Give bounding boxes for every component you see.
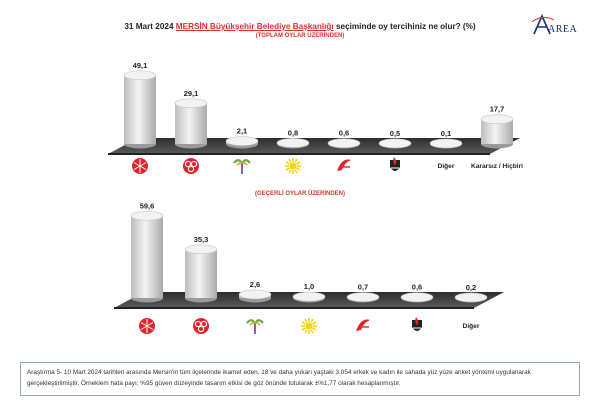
methodology-note: Araştırma 5- 10 Mart 2024 tarihleri arasında Mersin'in tüm ilçelerinde ikamet eden, 18 ve daha yukarı yaştaki 3.054 erkek ve kadın ile sahada yüz yüze anket yöntemi uygulanarak gerçekleştirilmiştir. Örneklem hata payı; %95 güven düzeyinde tasarım etkisi de göz önünde tutularak ±%1,77 olarak hesaplanmıştır. (20, 362, 580, 396)
chp-logo-icon (132, 158, 148, 174)
bar (226, 137, 258, 149)
bar (379, 139, 411, 149)
bar (347, 293, 379, 303)
logo-text: AREA (548, 24, 578, 35)
data-label: 49,1 (132, 60, 148, 70)
bar (131, 211, 163, 302)
bar (401, 293, 433, 303)
subtitle-valid: (GEÇERLİ OYLAR ÜZERİNDEN) (255, 191, 345, 197)
data-label: 29,1 (183, 88, 199, 98)
subtitle-total: (TOPLAM OYLAR ÜZERİNDEN) (255, 33, 345, 39)
data-label: 59,6 (139, 201, 155, 211)
data-label: 0,7 (357, 282, 369, 292)
zafer-logo-icon (285, 158, 301, 174)
data-label: 0,8 (287, 128, 299, 138)
data-label: 35,3 (193, 234, 209, 244)
yeniden-refah-logo-icon (356, 319, 370, 331)
category-label: Diğer (462, 323, 480, 330)
bar (277, 138, 309, 148)
yesil-sol-logo-icon (247, 320, 263, 334)
bar (239, 290, 271, 303)
chp-logo-icon (139, 318, 155, 334)
data-label: 0,6 (338, 128, 350, 138)
bar (124, 71, 156, 149)
iyi-logo-icon (390, 157, 400, 171)
category-label: Diğer (437, 163, 455, 170)
bar (430, 139, 462, 149)
bar (175, 99, 207, 149)
data-label: 0,5 (389, 128, 401, 138)
bar (328, 139, 360, 149)
yesil-sol-logo-icon (234, 160, 250, 174)
mhp-logo-icon (183, 158, 199, 174)
data-label: 0,1 (440, 128, 452, 138)
bar (455, 293, 487, 303)
zafer-logo-icon (301, 318, 317, 334)
title-question: seçiminde oy tercihiniz ne olur? (%) (335, 22, 476, 31)
title-date: 31 Mart 2024 (124, 22, 174, 31)
data-label: 2,1 (236, 126, 248, 136)
mhp-logo-icon (193, 318, 209, 334)
iyi-logo-icon (412, 317, 422, 331)
bar (481, 115, 513, 149)
data-label: 17,7 (489, 104, 505, 114)
yeniden-refah-logo-icon (337, 159, 351, 171)
category-label: Kararsız / Hiçbiri (470, 163, 524, 170)
bar (293, 292, 325, 302)
data-label: 2,6 (249, 279, 261, 289)
data-label: 0,2 (465, 282, 477, 292)
data-label: 1,0 (303, 282, 315, 292)
data-label: 0,6 (411, 282, 423, 292)
title-highlight: MERSİN Büyükşehir Belediye Başkanlığı (175, 22, 334, 31)
bar (185, 245, 217, 303)
